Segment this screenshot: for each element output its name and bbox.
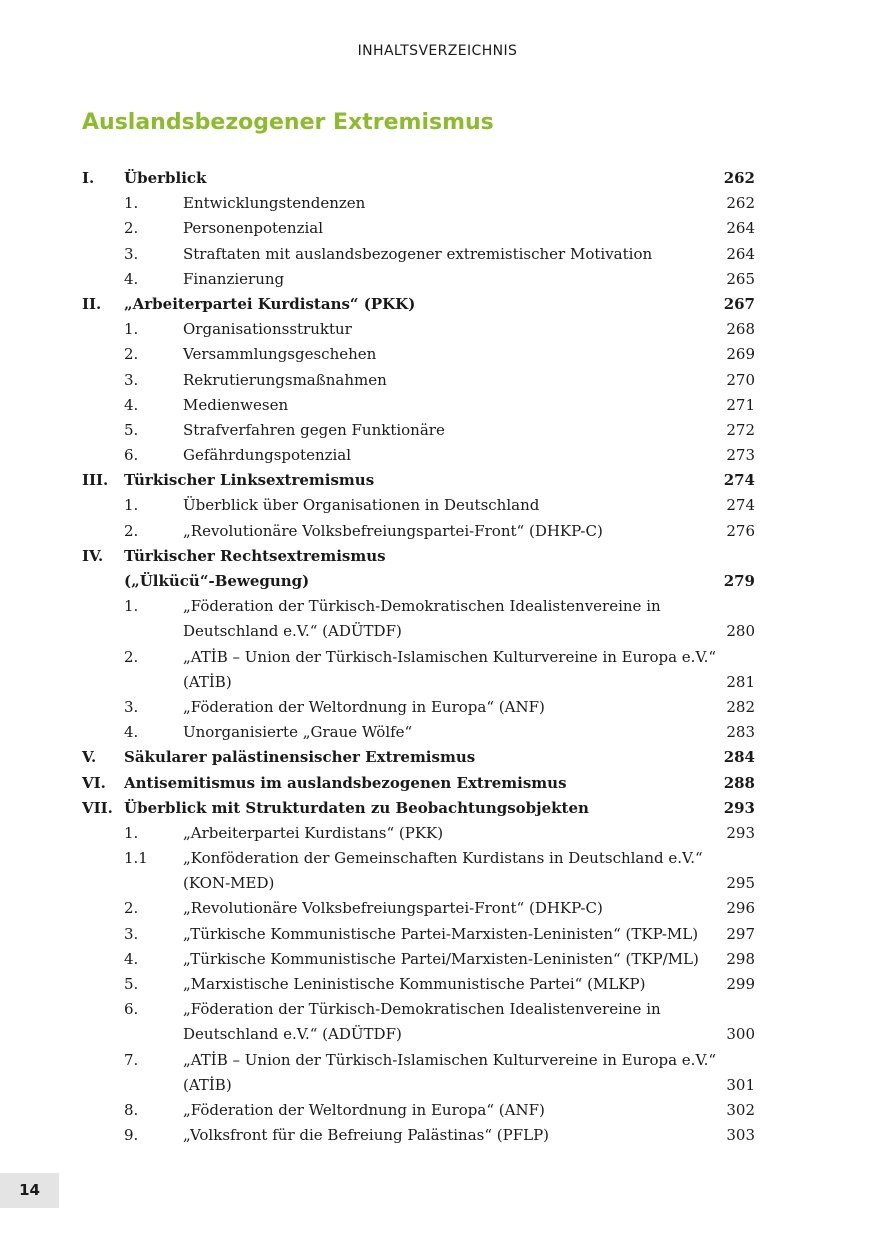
toc-entry-page: 293 xyxy=(723,798,755,817)
toc-entry[interactable] xyxy=(82,569,758,594)
toc-entry-number: 2. xyxy=(124,647,139,666)
toc-entry-page: 269 xyxy=(726,345,755,364)
toc-entry-page: 262 xyxy=(723,169,755,187)
toc-entry[interactable] xyxy=(82,645,758,670)
toc-entry-title: Rekrutierungsmaßnahmen xyxy=(183,370,387,389)
toc-entry-title: Versammlungsgeschehen xyxy=(183,345,377,364)
toc-entry-title: „Revolutionäre Volksbefreiungspartei-Front“ (DHKP-C) xyxy=(183,521,603,540)
toc-entry-title: Überblick über Organisationen in Deutschland xyxy=(183,496,540,515)
toc-entry-title: „Arbeiterpartei Kurdistans“ (PKK) xyxy=(183,823,444,842)
toc-entry-number: 3. xyxy=(124,370,139,389)
toc-entry[interactable] xyxy=(82,242,758,267)
toc-entry[interactable] xyxy=(82,1123,758,1148)
toc-entry-page: 282 xyxy=(726,697,755,716)
toc-entry-number: V. xyxy=(82,748,97,767)
toc-entry[interactable] xyxy=(82,947,758,972)
toc-entry-number: 1. xyxy=(124,823,139,842)
table-of-contents xyxy=(82,166,758,1148)
toc-entry-page: 300 xyxy=(726,1025,755,1044)
toc-entry-title: „ATİB – Union der Türkisch-Islamischen Kulturvereine in Europa e.V.“ xyxy=(183,1050,717,1069)
toc-entry[interactable] xyxy=(82,443,758,468)
toc-entry-title: „Konföderation der Gemeinschaften Kurdistans in Deutschland e.V.“ xyxy=(183,849,703,868)
toc-entry-number: IV. xyxy=(82,546,104,565)
toc-entry-number: 1. xyxy=(124,194,139,213)
toc-entry-title: („Ülkücü“-Bewegung) xyxy=(124,572,310,590)
toc-entry-title: Unorganisierte „Graue Wölfe“ xyxy=(183,723,413,742)
toc-entry-page: 272 xyxy=(726,420,755,439)
toc-entry-page: 268 xyxy=(726,320,755,339)
toc-entry-title: Überblick xyxy=(124,169,207,187)
toc-entry-title: Medienwesen xyxy=(183,395,289,414)
toc-entry-number: III. xyxy=(82,471,109,490)
toc-entry-title: Türkischer Rechtsextremismus xyxy=(124,546,386,565)
toc-entry-page: 264 xyxy=(726,244,755,263)
toc-entry-number: 6. xyxy=(124,1000,139,1019)
toc-entry[interactable] xyxy=(82,796,758,821)
toc-entry-page: 270 xyxy=(726,370,755,389)
toc-entry-number: 9. xyxy=(124,1126,139,1145)
toc-entry[interactable] xyxy=(82,771,758,796)
toc-entry-number: 1. xyxy=(124,496,139,515)
toc-entry[interactable] xyxy=(82,871,758,896)
toc-entry-title: Türkischer Linksextremismus xyxy=(124,471,375,490)
toc-entry-title: „Arbeiterpartei Kurdistans“ (PKK) xyxy=(124,294,416,313)
toc-entry-page: 288 xyxy=(723,773,755,792)
toc-entry-title: Deutschland e.V.“ (ADÜTDF) xyxy=(183,622,402,641)
toc-entry-page: 267 xyxy=(723,294,755,313)
toc-entry-page: 276 xyxy=(726,521,755,540)
toc-entry[interactable] xyxy=(82,1073,758,1098)
toc-entry-title: „Revolutionäre Volksbefreiungspartei-Front“ (DHKP-C) xyxy=(183,899,603,918)
toc-entry-page: 262 xyxy=(726,194,755,213)
toc-entry[interactable] xyxy=(82,493,758,518)
toc-entry-title: (ATİB) xyxy=(183,672,232,691)
toc-entry-number: 6. xyxy=(124,446,139,465)
toc-entry[interactable] xyxy=(82,1022,758,1047)
toc-entry-number: 2. xyxy=(124,521,139,540)
toc-entry-title: (KON-MED) xyxy=(183,874,275,893)
toc-entry-page: 264 xyxy=(726,219,755,238)
section-title: Auslandsbezogener Extremismus xyxy=(82,110,494,135)
toc-entry[interactable] xyxy=(82,1048,758,1073)
toc-entry[interactable] xyxy=(82,619,758,644)
toc-entry-page: 283 xyxy=(726,723,755,742)
toc-entry-title: „Föderation der Weltordnung in Europa“ (ANF) xyxy=(183,697,545,716)
toc-entry[interactable] xyxy=(82,997,758,1022)
page-number: 14 xyxy=(19,1181,40,1199)
toc-entry-number: 8. xyxy=(124,1100,139,1119)
toc-entry[interactable] xyxy=(82,695,758,720)
toc-entry[interactable] xyxy=(82,317,758,342)
toc-entry[interactable] xyxy=(82,292,758,317)
toc-entry-title: Antisemitismus im auslandsbezogenen Extremismus xyxy=(124,773,567,792)
toc-entry-number: 3. xyxy=(124,697,139,716)
toc-entry-number: 4. xyxy=(124,395,139,414)
toc-entry[interactable] xyxy=(82,922,758,947)
toc-entry[interactable] xyxy=(82,972,758,997)
toc-entry-page: 273 xyxy=(726,446,755,465)
toc-entry[interactable] xyxy=(82,720,758,745)
toc-entry[interactable] xyxy=(82,896,758,921)
toc-entry[interactable] xyxy=(82,468,758,493)
toc-entry-title: Gefährdungspotenzial xyxy=(183,446,352,465)
toc-entry-page: 284 xyxy=(723,748,755,767)
toc-entry-number: 4. xyxy=(124,269,139,288)
toc-entry-page: 296 xyxy=(726,899,755,918)
toc-entry-number: I. xyxy=(82,169,95,187)
toc-entry-number: 3. xyxy=(124,244,139,263)
toc-entry-number: II. xyxy=(82,294,102,313)
toc-entry-title: Personenpotenzial xyxy=(183,219,324,238)
toc-entry-title: Säkularer palästinensischer Extremismus xyxy=(124,748,476,767)
toc-entry-page: 271 xyxy=(726,395,755,414)
toc-entry-title: „Föderation der Weltordnung in Europa“ (ANF) xyxy=(183,1100,545,1119)
toc-entry-number: 2. xyxy=(124,345,139,364)
page-number-box xyxy=(0,1173,59,1208)
toc-entry-page: 293 xyxy=(726,823,755,842)
toc-entry-number: 5. xyxy=(124,420,139,439)
toc-entry-number: 1. xyxy=(124,597,139,616)
toc-entry-number: 7. xyxy=(124,1050,139,1069)
toc-entry[interactable] xyxy=(82,670,758,695)
toc-entry-number: VII. xyxy=(82,798,113,817)
toc-entry-page: 301 xyxy=(726,1075,755,1094)
toc-entry[interactable] xyxy=(82,519,758,544)
toc-entry[interactable] xyxy=(82,216,758,241)
toc-entry-page: 280 xyxy=(726,622,755,641)
toc-entry-number: 4. xyxy=(124,949,139,968)
toc-entry-page: 298 xyxy=(726,949,755,968)
toc-entry-title: „ATİB – Union der Türkisch-Islamischen Kulturvereine in Europa e.V.“ xyxy=(183,647,717,666)
toc-entry[interactable] xyxy=(82,821,758,846)
toc-entry[interactable] xyxy=(82,393,758,418)
toc-entry-page: 274 xyxy=(723,471,755,490)
toc-entry-page: 303 xyxy=(726,1126,755,1145)
toc-entry-page: 302 xyxy=(726,1100,755,1119)
running-header: INHALTSVERZEICHNIS xyxy=(357,43,518,59)
toc-entry-title: Finanzierung xyxy=(183,269,285,288)
toc-entry-title: „Föderation der Türkisch-Demokratischen Idealistenvereine in xyxy=(183,1000,661,1019)
toc-entry[interactable] xyxy=(82,544,758,569)
toc-entry-title: „Türkische Kommunistische Partei/Marxisten-Leninisten“ (TKP/ML) xyxy=(183,949,699,968)
toc-entry-title: Überblick mit Strukturdaten zu Beobachtungsobjekten xyxy=(124,798,589,817)
toc-entry-number: 2. xyxy=(124,219,139,238)
toc-entry-page: 274 xyxy=(726,496,755,515)
toc-entry-title: (ATİB) xyxy=(183,1075,232,1094)
toc-entry-title: „Föderation der Türkisch-Demokratischen Idealistenvereine in xyxy=(183,597,661,616)
toc-entry[interactable] xyxy=(82,166,758,191)
toc-entry-number: VI. xyxy=(82,773,106,792)
toc-entry[interactable] xyxy=(82,745,758,770)
toc-entry-number: 3. xyxy=(124,924,139,943)
toc-entry-title: Straftaten mit auslandsbezogener extremistischer Motivation xyxy=(183,244,653,263)
toc-entry-title: „Türkische Kommunistische Partei-Marxisten-Leninisten“ (TKP-ML) xyxy=(183,924,699,943)
toc-entry[interactable] xyxy=(82,846,758,871)
toc-entry-title: Organisationsstruktur xyxy=(183,320,352,339)
toc-entry-page: 297 xyxy=(726,924,755,943)
toc-entry-number: 1. xyxy=(124,320,139,339)
toc-entry-page: 279 xyxy=(723,572,755,590)
toc-entry-page: 295 xyxy=(726,874,755,893)
toc-entry-title: Entwicklungstendenzen xyxy=(183,194,366,213)
toc-entry-number: 1.1 xyxy=(124,849,148,868)
toc-entry-title: „Marxistische Leninistische Kommunistische Partei“ (MLKP) xyxy=(183,975,646,993)
toc-entry-number: 5. xyxy=(124,975,139,993)
toc-entry[interactable] xyxy=(82,191,758,216)
toc-entry[interactable] xyxy=(82,418,758,443)
toc-entry-title: Strafverfahren gegen Funktionäre xyxy=(183,420,445,439)
toc-entry[interactable] xyxy=(82,1098,758,1123)
toc-entry[interactable] xyxy=(82,267,758,292)
toc-entry-title: Deutschland e.V.“ (ADÜTDF) xyxy=(183,1025,402,1044)
toc-entry[interactable] xyxy=(82,594,758,619)
toc-entry[interactable] xyxy=(82,342,758,367)
toc-entry-page: 281 xyxy=(726,672,755,691)
toc-entry-page: 299 xyxy=(726,975,755,993)
toc-entry-title: „Volksfront für die Befreiung Palästinas“ (PFLP) xyxy=(183,1126,550,1145)
toc-entry[interactable] xyxy=(82,368,758,393)
toc-entry-number: 2. xyxy=(124,899,139,918)
toc-entry-number: 4. xyxy=(124,723,139,742)
toc-entry-page: 265 xyxy=(726,269,755,288)
